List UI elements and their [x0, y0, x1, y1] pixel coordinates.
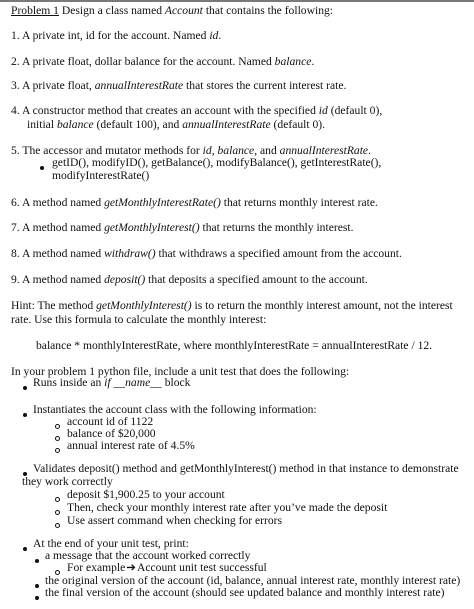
bullet-icon	[23, 381, 27, 393]
top-border	[0, 0, 474, 2]
requirement-6: 6. A method named getMonthlyInterestRate() that returns monthly interest rate.	[11, 196, 378, 209]
unit-test-bullet-1: Runs inside an if __name__ block	[33, 376, 191, 389]
accessor-methods-list-continued: modifyInterestRate()	[52, 169, 150, 182]
unit-test-bullet-2: Instantiates the account class with the following information:	[33, 403, 317, 416]
bullet-icon	[35, 591, 39, 603]
requirement-5: 5. The accessor and mutator methods for id, balance, and annualInterestRate.	[11, 144, 371, 157]
class-name: Account	[164, 4, 203, 17]
requirement-4: 4. A constructor method that creates an account with the specified id (default 0),	[11, 104, 383, 117]
accessor-methods-list: getID(), modifyID(), getBalance(), modifyBalance(), getInterestRate(),	[52, 156, 382, 169]
example-message: For example➔Account unit test successful	[67, 561, 267, 574]
problem-heading: Problem 1	[11, 4, 59, 17]
requirement-9: 9. A method named deposit() that deposits a specified amount to the account.	[11, 273, 368, 286]
assert-step: Use assert command when checking for errors	[67, 514, 283, 527]
requirement-2: 2. A private float, dollar balance for the account. Named balance.	[11, 55, 315, 68]
requirement-3: 3. A private float, annualInterestRate that stores the current interest rate.	[11, 79, 347, 92]
circle-bullet-icon	[55, 420, 60, 432]
interest-formula: balance * monthlyInterestRate, where monthlyInterestRate = annualInterestRate / 12.	[36, 339, 433, 352]
circle-bullet-icon	[55, 493, 60, 505]
right-arrow-icon: ➔	[126, 561, 136, 574]
requirement-4-continued: initial balance (default 100), and annualInterestRate (default 0).	[27, 118, 326, 131]
bullet-icon	[23, 542, 27, 554]
requirement-7: 7. A method named getMonthlyInterest() that returns the monthly interest.	[11, 221, 354, 234]
unit-test-bullet-3: Validates deposit() method and getMonthlyInterest() method in that instance to demonstrate	[33, 462, 459, 475]
unit-test-bullet-3-continued: they work correctly	[22, 475, 113, 488]
deposit-step: deposit $1,900.25 to your account	[67, 488, 225, 501]
check-interest-step: Then, check your monthly interest rate after you’ve made the deposit	[67, 501, 388, 514]
interest-rate-spec: annual interest rate of 4.5%	[67, 439, 195, 452]
unit-test-bullet-4: At the end of your unit test, print:	[33, 537, 189, 550]
circle-bullet-icon	[55, 506, 60, 518]
unit-test-intro: In your problem 1 python file, include a unit test that does the following:	[11, 365, 350, 378]
success-message-item: a message that the account worked correctly	[45, 549, 251, 562]
original-account-item: the original version of the account (id, balance, annual interest rate, monthly interest rate)	[45, 574, 461, 587]
bullet-icon	[35, 579, 39, 591]
circle-bullet-icon	[55, 519, 60, 531]
circle-bullet-icon	[55, 432, 60, 444]
hint-line-1: Hint: The method getMonthlyInterest() is to return the monthly interest amount, not the interest	[11, 299, 453, 312]
bullet-icon	[23, 408, 27, 420]
balance-spec: balance of $20,000	[67, 427, 156, 440]
requirement-8: 8. A method named withdraw() that withdraws a specified amount from the account.	[11, 247, 402, 260]
final-account-item: the final version of the account (should see updated balance and monthly interest rate)	[45, 586, 445, 599]
requirement-1: 1. A private int, id for the account. Named id.	[11, 29, 222, 42]
bullet-icon	[40, 161, 44, 173]
problem-intro-line: Problem 1 Design a class named Account that contains the following:	[11, 4, 334, 17]
circle-bullet-icon	[55, 444, 60, 456]
bullet-icon	[35, 554, 39, 566]
account-id-spec: account id of 1122	[67, 415, 154, 428]
hint-line-2: rate. Use this formula to calculate the monthly interest:	[11, 313, 267, 326]
